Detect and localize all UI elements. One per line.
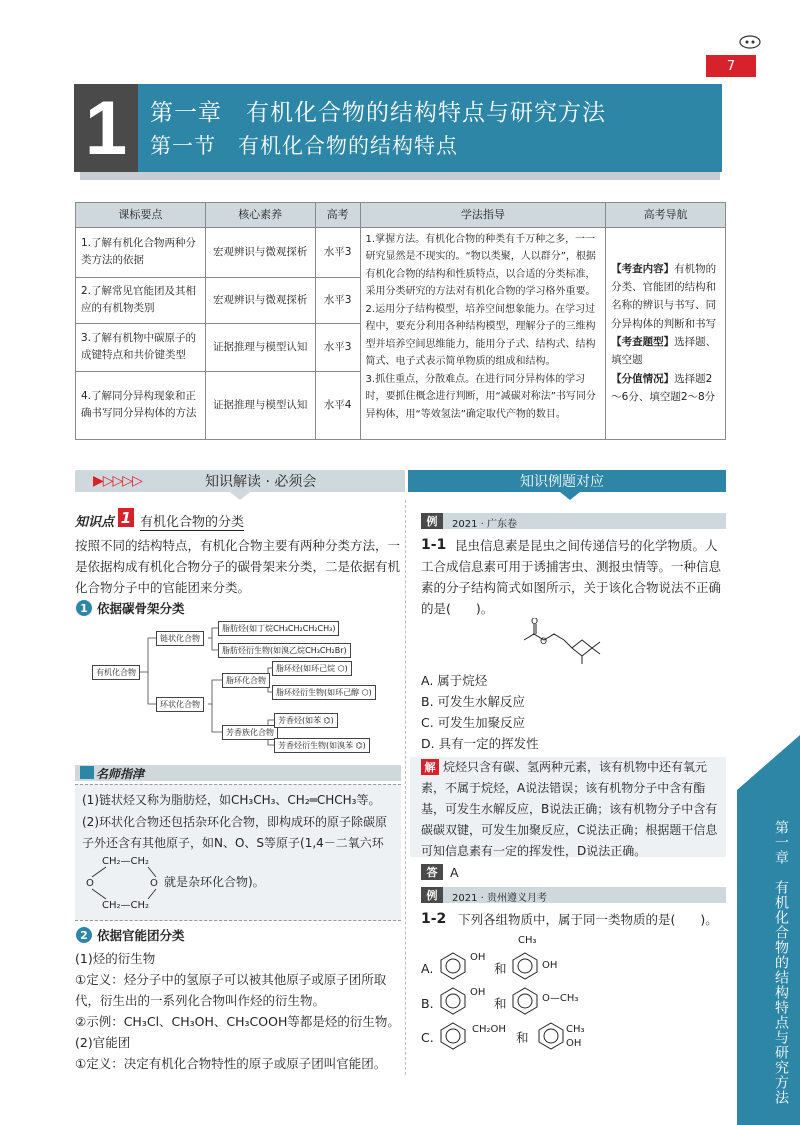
answer-badge: 答 [421, 864, 443, 880]
standards-table [75, 202, 726, 440]
and-text: 和 [494, 961, 507, 976]
question-text: 下列各组物质中，属于同一类物质的是( )。 [458, 912, 718, 927]
sub-heading: 依据官能团分类 [97, 928, 185, 943]
exam-nav-cell [606, 227, 726, 439]
guidance-item: 1.掌握方法。有机化合物的种类有千万种之多，一一研究显然是不现实的。“物以类聚，人以群分”，根据有机化合物的结构和性质特点，以合适的分类标准，采用分类研究的方法对有机化合物的学习格外重要。 [365, 233, 596, 298]
svg-text:CH₂—CH₂: CH₂—CH₂ [102, 900, 150, 911]
example-badge: 例 [421, 513, 443, 529]
mascot-icon [738, 34, 762, 50]
side-tab-corner [737, 735, 800, 790]
explanation-badge: 解 [421, 759, 439, 775]
teacher-icon [80, 766, 94, 779]
page-number: 7 [706, 55, 756, 77]
banner-pointer-icon [560, 492, 580, 500]
question-number: 1-2 [421, 911, 447, 927]
table-cell: 3.了解有机物中碳原子的成键特点和共价键类型 [76, 323, 206, 371]
exam-score: 【分值情况】选择题2～6分、填空题2～8分 [611, 372, 716, 404]
oh-group: OH [470, 952, 486, 963]
table-header: 课标要点 [76, 203, 206, 228]
tree-alicyclic: 脂环化合物 [222, 673, 270, 688]
table-header: 高考导航 [606, 203, 726, 228]
example-badge: 例 [421, 887, 443, 903]
knowledge-number: 1 [118, 508, 134, 527]
paragraph: ①定义：烃分子中的氢原子可以被其他原子或原子团所取代，衍生出的一系列化合物叫作烃的衍生物。 [75, 972, 387, 1008]
dioxane-structure [84, 852, 164, 912]
table-header: 高考 [315, 203, 360, 228]
option: A. 属于烷烃 [421, 673, 488, 688]
exam-content: 【考查内容】有机物的分类、官能团的结构和名称的辨识与书写、同分异构体的判断和书写 [611, 262, 717, 330]
cresol-structure [510, 950, 540, 980]
tree-aromatic-b: 芳香烃衍生物(如溴苯 ⌬) [274, 738, 370, 753]
chapter-title: 第一章 有机化合物的结构特点与研究方法 [150, 100, 606, 126]
exam-content-label: 【考查内容】 [611, 262, 675, 275]
answer-text: A [450, 865, 459, 880]
question-text: 昆虫信息素是昆虫之间传递信号的化学物质。人工合成信息素可用于诱捕害虫、测报虫情等。一种信息素的分子结构简式如图所示，关于该化合物说法不正确的是( )。 [421, 538, 722, 616]
exam-score-label: 【分值情况】 [611, 372, 675, 385]
oh-group: OH [542, 960, 558, 971]
exam-type: 【考查题型】选择题、填空题 [611, 336, 717, 367]
svg-text:CH₂—CH₂: CH₂—CH₂ [102, 856, 150, 867]
knowledge-label: 知识点 [75, 515, 115, 530]
table-cell: 水平3 [315, 227, 360, 277]
table-cell: 4.了解同分异构现象和正确书写同分异构体的方法 [76, 371, 206, 439]
table-row [76, 227, 726, 277]
pheromone-structure [520, 618, 620, 668]
option-label: B. [421, 996, 434, 1011]
svg-text:O: O [86, 878, 94, 889]
and-text: 和 [516, 1030, 529, 1045]
benzyl-structure [438, 1020, 468, 1050]
option: B. 可发生水解反应 [421, 694, 526, 709]
ch2oh-group: CH₂OH [472, 1024, 506, 1035]
table-cell: 证据推理与模型认知 [205, 371, 315, 439]
knowledge-intro: 按照不同的结构特点，有机化合物主要有两种分类方法，一是依据构成有机化合物分子的碳骨架来分类，二是依据有机化合物分子中的官能团来分类。 [75, 538, 401, 595]
knowledge-title: 有机化合物的分类 [140, 511, 244, 531]
classification-tree [90, 620, 400, 760]
table-cell: 宏观辨识与微观探析 [205, 227, 315, 277]
teacher-tip-3: 就是杂环化合物)。 [164, 875, 265, 889]
tree-ring: 环状化合物 [156, 697, 204, 712]
option: D. 具有一定的挥发性 [421, 736, 539, 751]
table-cell: 水平4 [315, 371, 360, 439]
and-text: 和 [494, 996, 507, 1011]
svg-text:O: O [540, 637, 548, 647]
example-source: 2021 · 广东卷 [452, 519, 517, 530]
table-header-row [76, 203, 726, 228]
exam-type-label: 【考查题型】 [611, 336, 675, 349]
tree-chain-b: 脂肪烃衍生物(如溴乙烷CH₃CH₂Br) [218, 643, 351, 658]
arrows-icon: ▶▷▷▷▷ [93, 473, 142, 489]
banner-pointer-icon [230, 492, 250, 500]
tree-aromatic-a: 芳香烃(如苯 ⌬) [274, 713, 338, 728]
column-divider [405, 500, 407, 1075]
question-number: 1-1 [421, 537, 447, 553]
bicyclic-structure [536, 1020, 566, 1050]
sub-number: 1 [76, 600, 92, 616]
table-cell: 证据推理与模型认知 [205, 323, 315, 371]
guidance-item: 2.运用分子结构模型，培养空间想象能力。在学习过程中，要充分利用各种结构模型，理解分子的三维构型并培养空间思维能力，能用分子式、结构式、结构简式、电子式表示简单物质的组成和结构。 [365, 303, 596, 368]
teacher-tip-2: (2)环状化合物还包括杂环化合物，即构成环的原子除碳原子外还含有其他原子，如N、O、S等原子(1,4－二氧六环 [82, 815, 388, 850]
paragraph: ①定义：决定有机化合物特性的原子或原子团叫官能团。 [75, 1056, 387, 1071]
och3-group: O—CH₃ [542, 993, 579, 1004]
paragraph: ②示例：CH₃Cl、CH₃OH、CH₃COOH等都是烃的衍生物。 [75, 1014, 400, 1029]
anisole-structure [510, 985, 540, 1015]
option-label: A. [421, 961, 434, 976]
section-title: 第一节 有机化合物的结构特点 [150, 134, 458, 158]
phenol-structure [438, 985, 468, 1015]
banner-left-title: 知识解读 · 必须会 [205, 474, 317, 490]
side-tab-text: 第一章 有机化合物的结构特点与研究方法 [773, 820, 789, 1105]
tree-root: 有机化合物 [92, 665, 140, 680]
tree-alicyclic-a: 脂环烃(如环己烷 ⬡) [272, 661, 352, 676]
sub-number: 2 [76, 927, 92, 943]
ch3-group: CH₃ [518, 935, 537, 946]
table-cell: 2.了解常见官能团及其相应的有机物类别 [76, 277, 206, 323]
paragraph: (2)官能团 [75, 1035, 131, 1050]
oh-group: OH [470, 987, 486, 998]
chapter-number: 1 [74, 84, 138, 172]
guidance-item: 3.抓住重点，分散难点。在进行同分异构体的学习时，要抓住概念进行判断，用“减碳对称法”书写同分异构体，用“等效氢法”确定取代产物的数目。 [365, 373, 596, 420]
table-header: 核心素养 [205, 203, 315, 228]
teacher-tip-1: (1)链状烃又称为脂肪烃，如CH₃CH₃、CH₂═CHCH₃等。 [82, 793, 381, 807]
sub-heading: 依据碳骨架分类 [97, 601, 185, 616]
ch3-group: CH₃ [566, 1024, 585, 1035]
banner-right-title: 知识例题对应 [520, 474, 604, 490]
table-cell: 宏观辨识与微观探析 [205, 277, 315, 323]
svg-text:O: O [150, 878, 158, 889]
option-label: C. [421, 1030, 434, 1045]
table-cell: 1.了解有机化合物两种分类方法的依据 [76, 227, 206, 277]
table-header: 学法指导 [360, 203, 606, 228]
teacher-tip-label: 名师指津 [96, 767, 145, 781]
guidance-cell [360, 227, 606, 439]
tree-alicyclic-b: 脂环烃衍生物(如环己醇 ⬡) [272, 685, 376, 700]
paragraph: (1)烃的衍生物 [75, 951, 156, 966]
svg-text:O: O [531, 618, 539, 627]
tree-chain-a: 脂肪烃(如丁烷CH₃CH₂CH₂CH₃) [218, 621, 339, 636]
option: C. 可发生加聚反应 [421, 715, 526, 730]
oh-group: OH [566, 1038, 582, 1049]
table-cell: 水平3 [315, 323, 360, 371]
tree-aromatic: 芳香族化合物 [222, 725, 278, 740]
table-cell: 水平3 [315, 277, 360, 323]
example-source: 2021 · 贵州遵义月考 [452, 893, 547, 904]
explanation-text: 烷烃只含有碳、氢两种元素，该有机物中还有氧元素，不属于烷烃，A说法错误；该有机物分子中含有酯基，可发生水解反应，B说法正确；该有机物分子中含有碳碳双键，可发生加聚反应，C说法正确；根据题干信息可知信息素有一定的挥发性，D说法正确。 [421, 760, 718, 858]
phenol-structure [438, 950, 468, 980]
tree-chain: 链状化合物 [156, 631, 204, 646]
